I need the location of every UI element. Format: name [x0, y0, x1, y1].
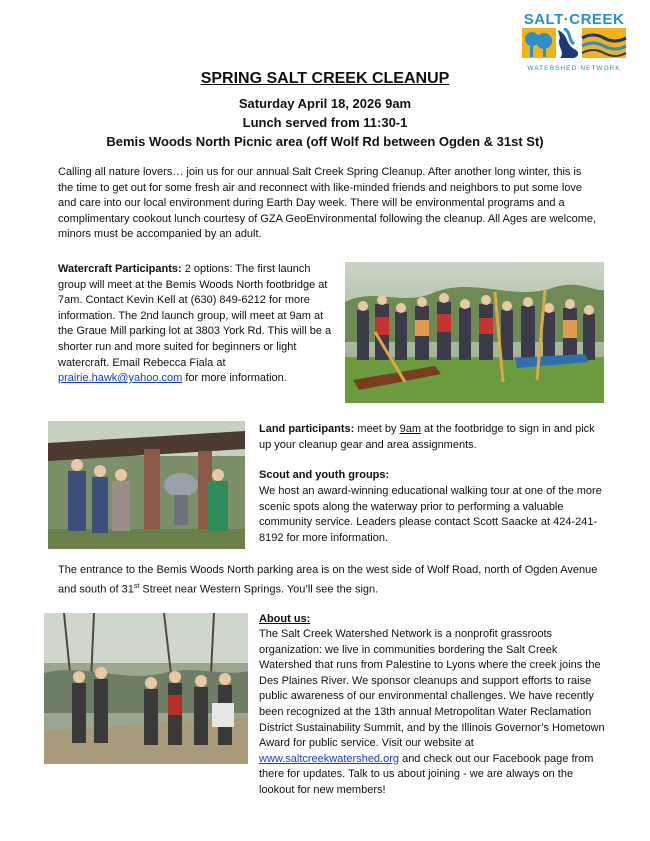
photo-paddlers-group [345, 262, 604, 403]
about-section [259, 627, 605, 799]
land-heading: Land participants: [259, 423, 355, 435]
watercraft-after: for more information. [182, 372, 287, 385]
land-text-a: meet by [354, 423, 400, 435]
land-text-b: at the footbridge to sign in and pick up your cleanup gear and area assignments. [259, 423, 595, 451]
scouts-text: We host an award-winning educational walking tour at one of the more scenic spots along the waterway prior to performing a valuable community service. Leaders please contact Scott Saacke at 424-241-8192 for more information. [259, 485, 602, 544]
entrance-paragraph [58, 563, 598, 598]
watercraft-section [58, 262, 334, 387]
photo-cookout-grill [48, 421, 245, 549]
logo-text-bottom: WATERSHED·NETWORK [527, 65, 621, 72]
salt-creek-logo [520, 12, 628, 74]
lunch-time: Lunch served from 11:30-1 [242, 115, 408, 130]
about-heading: About us: [259, 613, 311, 625]
page-title: SPRING SALT CREEK CLEANUP [200, 70, 450, 87]
land-time: 9am [399, 423, 421, 435]
logo-graphic [520, 28, 628, 58]
watercraft-text: 2 options: The first launch group will meet at the Bemis Woods North footbridge at 7am. Contact Kevin Kell at (630) 849-6212 for more information. The 2nd launch group, will meet at 9am at the Graue Mill parking lot at 3803 York Rd. This will be a shorter run and more suited for beginners or light watercraft. Email Rebecca Fiala at [58, 263, 332, 369]
photo-walking-tour [44, 613, 248, 764]
about-text: The Salt Creek Watershed Network is a nonprofit grassroots organization: we live in communities bordering the Salt Creek Watershed that runs from Palestine to Lyons where the creek joins the Des Plaines River. We sponsor cleanups and support efforts to raise public awareness of our environmental challenges. We have recently been recognized at the 13th annual Metropolitan Water Reclamation District Sustainability Summit, and by the Illinois Governor’s Hometown Award for public service. Visit our website at [259, 628, 605, 750]
about-after: and check out our Facebook page from there for updates. Talk to us about joining - we are always on the lookout for new members! [259, 752, 594, 796]
email-link[interactable]: prairie.hawk@yahoo.com [58, 372, 183, 385]
entrance-sup: st [133, 582, 140, 590]
logo-text-top: SALT·CREEK [523, 11, 625, 28]
watercraft-heading: Watercraft Participants: [58, 263, 182, 275]
entrance-text-a: The entrance to the Bemis Woods North parking area is on the west side of Wolf Road, north of Ogden Avenue and south of 31 [58, 564, 598, 596]
scouts-heading: Scout and youth groups: [259, 469, 390, 481]
entrance-text-b: Street near Western Springs. You’ll see the sign. [139, 583, 379, 596]
event-location: Bemis Woods North Picnic area (off Wolf Rd between Ogden & 31st St) [106, 134, 544, 149]
event-date: Saturday April 18, 2026 9am [238, 96, 412, 111]
website-link[interactable]: www.saltcreekwatershed.org [259, 752, 400, 765]
land-section [259, 422, 605, 453]
intro-paragraph: Calling all nature lovers… join us for our annual Salt Creek Spring Cleanup. After another long winter, this is the time to get out for some fresh air and reconnect with like-minded friends and neighbors to put some love and care into our local environment during Earth Day week. There will be environmental programs and a complimentary cookout lunch courtesy of GZA GeoEnvironmental following the cleanup. All Ages are welcome, minors must be accompanied by an adult. [58, 166, 597, 241]
